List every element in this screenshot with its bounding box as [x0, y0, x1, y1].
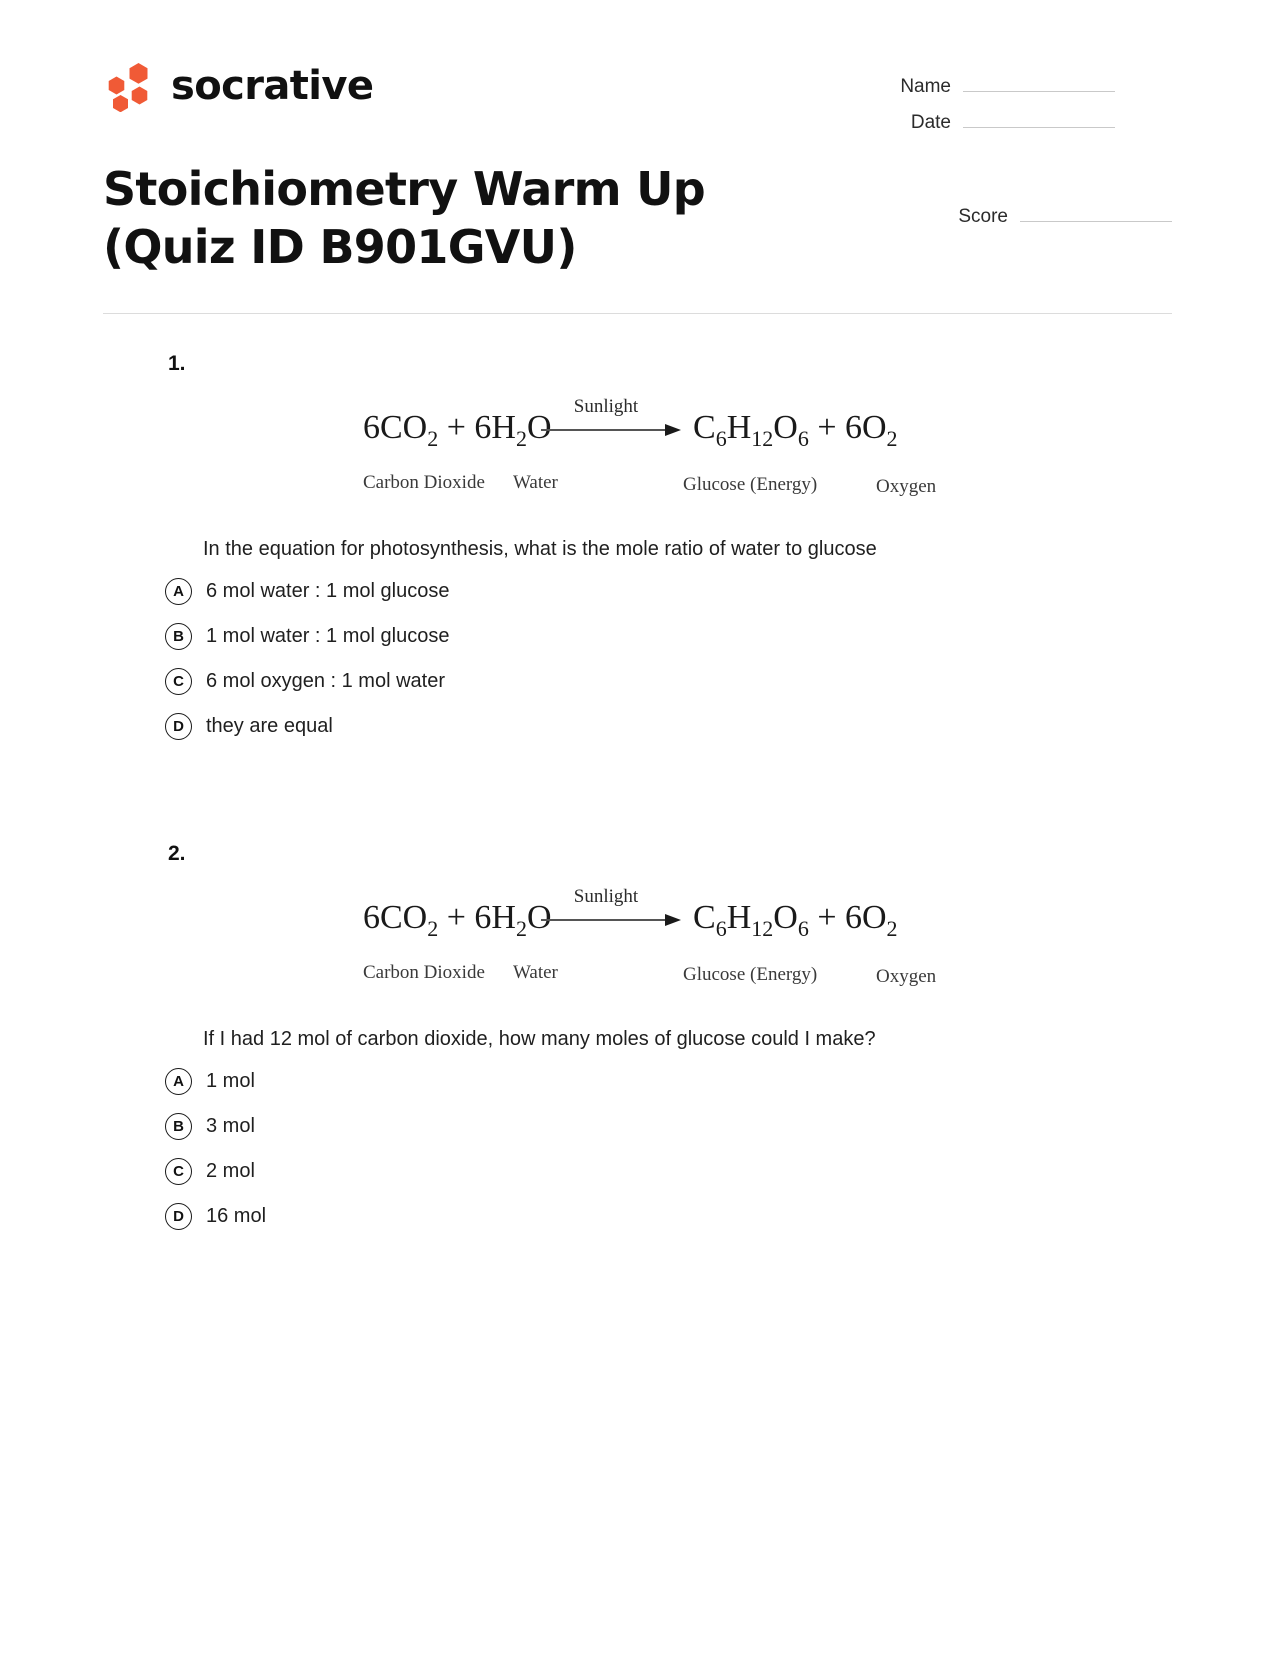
score-field-block: [932, 204, 1172, 240]
equation-svg: [313, 390, 973, 505]
answer-option-a[interactable]: [165, 578, 1172, 605]
answer-options: [103, 1068, 1172, 1230]
answer-option-d[interactable]: [165, 1203, 1172, 1230]
option-text-a: 1 mol: [206, 1070, 255, 1093]
answer-option-c[interactable]: [165, 1158, 1172, 1185]
option-letter-d: D: [165, 713, 192, 740]
eq-label-water: Water: [512, 961, 558, 983]
eq-arrow-head: [665, 424, 681, 436]
option-text-d: 16 mol: [206, 1205, 267, 1228]
option-text-c: 2 mol: [206, 1160, 255, 1183]
question-1: [103, 352, 1172, 740]
eq-label-carbon-dioxide: Carbon Dioxide: [362, 961, 485, 983]
photosynthesis-equation-image: [103, 390, 1172, 505]
socrative-brand: [103, 60, 373, 112]
option-text-b: 3 mol: [206, 1115, 255, 1138]
eq-label-glucose: Glucose (Energy): [682, 473, 817, 495]
equation-svg: [313, 880, 973, 995]
score-field-row: [932, 204, 1172, 228]
questions-list: [0, 352, 1275, 1230]
eq-label-carbon-dioxide: Carbon Dioxide: [362, 471, 485, 493]
eq-products: $C_6H_{12}O_6 + 6O_2$: [692, 898, 898, 941]
option-letter-b: B: [165, 623, 192, 650]
eq-catalyst-label: Sunlight: [573, 885, 638, 907]
option-text-c: 6 mol oxygen : 1 mol water: [206, 670, 445, 693]
eq-label-glucose: Glucose (Energy): [682, 963, 817, 985]
answer-option-a[interactable]: [165, 1068, 1172, 1095]
date-field-row: [875, 110, 1115, 134]
question-spacer: [103, 758, 1172, 804]
question-number: 2.: [168, 841, 186, 865]
answer-options: [103, 578, 1172, 740]
option-text-b: 1 mol water : 1 mol glucose: [206, 625, 450, 648]
photosynthesis-equation-image: [103, 880, 1172, 995]
question-2: [103, 842, 1172, 1230]
hexagon-cluster-icon: [103, 60, 155, 112]
eq-label-oxygen: Oxygen: [875, 475, 936, 497]
question-prompt: In the equation for photosynthesis, what is the mole ratio of water to glucose: [203, 537, 877, 560]
score-input-line[interactable]: [1020, 204, 1172, 222]
score-label: Score: [958, 206, 1008, 227]
eq-arrow-head: [665, 914, 681, 926]
page-title: Stoichiometry Warm Up (Quiz ID B901GVU): [103, 162, 706, 275]
option-letter-b: B: [165, 1113, 192, 1140]
name-field-row: [875, 74, 1115, 98]
name-label: Name: [900, 76, 951, 97]
option-text-a: 6 mol water : 1 mol glucose: [206, 580, 450, 603]
header-divider: [103, 313, 1172, 314]
eq-label-oxygen: Oxygen: [875, 965, 936, 987]
question-number: 1.: [168, 351, 186, 375]
option-letter-d: D: [165, 1203, 192, 1230]
option-letter-c: C: [165, 1158, 192, 1185]
name-input-line[interactable]: [963, 74, 1115, 92]
eq-reactants: $6CO_2 + 6H_2O$: [362, 408, 552, 451]
eq-catalyst-label: Sunlight: [573, 395, 638, 417]
option-letter-a: A: [165, 1068, 192, 1095]
date-input-line[interactable]: [963, 110, 1115, 128]
page-header: [0, 0, 1275, 146]
answer-option-c[interactable]: [165, 668, 1172, 695]
date-label: Date: [910, 112, 951, 133]
option-letter-a: A: [165, 578, 192, 605]
brand-name: socrative: [171, 63, 374, 109]
student-meta-fields: [875, 74, 1115, 146]
eq-products: $C_6H_{12}O_6 + 6O_2$: [692, 408, 898, 451]
eq-reactants: $6CO_2 + 6H_2O$: [362, 898, 552, 941]
question-prompt: If I had 12 mol of carbon dioxide, how many moles of glucose could I make?: [203, 1027, 876, 1050]
answer-option-d[interactable]: [165, 713, 1172, 740]
option-letter-c: C: [165, 668, 192, 695]
answer-option-b[interactable]: [165, 1113, 1172, 1140]
eq-label-water: Water: [512, 471, 558, 493]
option-text-d: they are equal: [206, 715, 333, 738]
title-area: [0, 160, 1275, 277]
answer-option-b[interactable]: [165, 623, 1172, 650]
